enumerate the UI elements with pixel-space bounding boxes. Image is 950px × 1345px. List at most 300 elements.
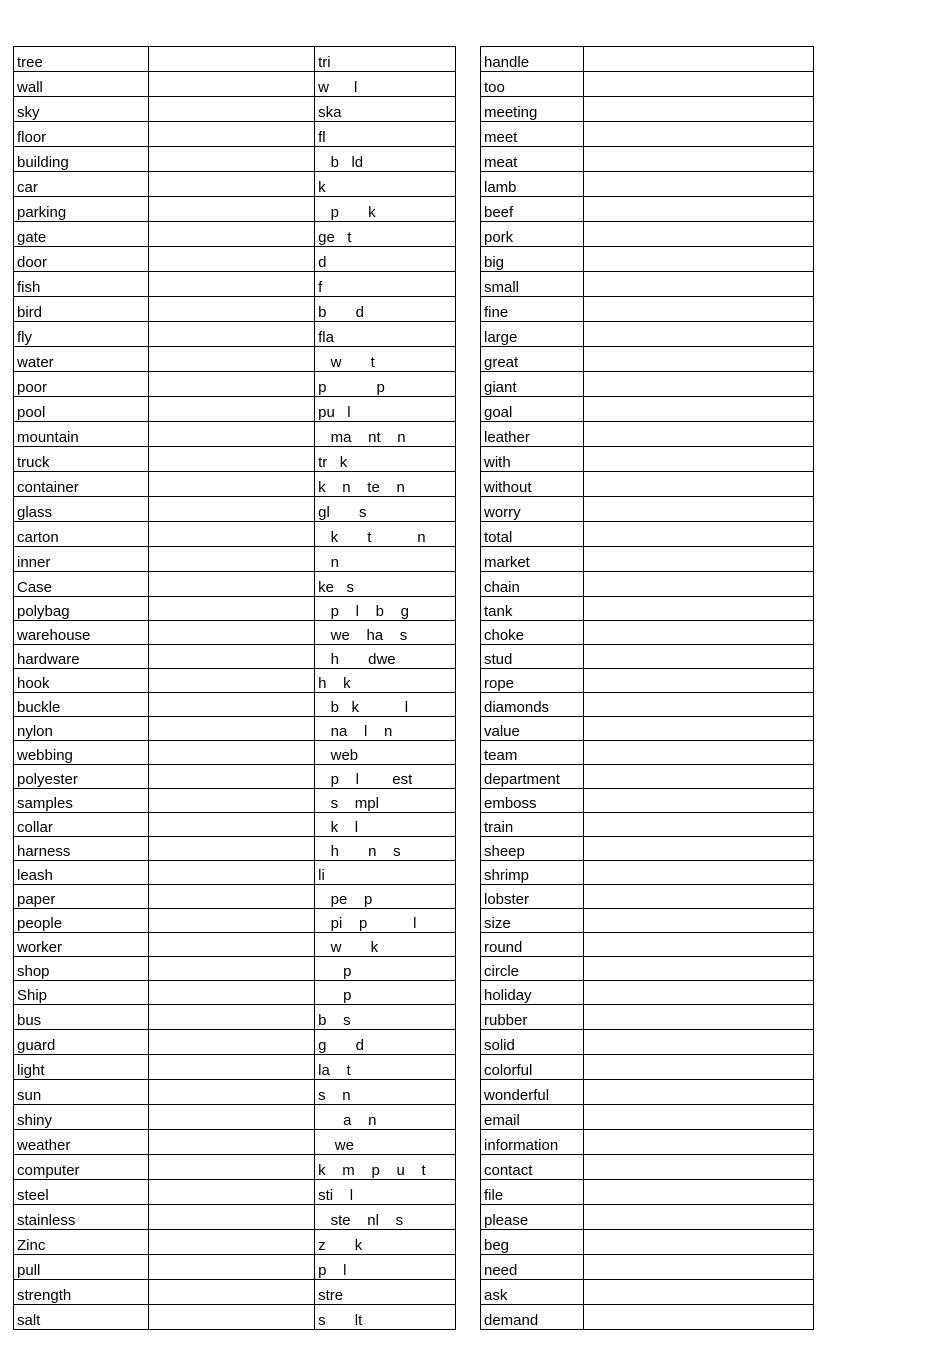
blank-cell: [584, 522, 814, 547]
blank-cell: [148, 765, 314, 789]
blank-cell: [584, 447, 814, 472]
blank-cell: [584, 247, 814, 272]
phonetic-cell: h n s: [315, 837, 456, 861]
blank-cell: [148, 522, 314, 547]
blank-cell: [584, 669, 814, 693]
table-row: [481, 1080, 814, 1105]
word-cell: gate: [14, 222, 149, 247]
word-cell: email: [481, 1105, 584, 1130]
word-cell: goal: [481, 397, 584, 422]
phonetic-cell: k n te n: [315, 472, 456, 497]
phonetic-cell: stre: [315, 1280, 456, 1305]
blank-cell: [584, 909, 814, 933]
table-row: [14, 1055, 456, 1080]
phonetic-cell: b ld: [315, 147, 456, 172]
blank-cell: [148, 147, 314, 172]
table-row: [481, 47, 814, 72]
phonetic-cell: ge t: [315, 222, 456, 247]
blank-cell: [584, 1080, 814, 1105]
table-row: [481, 1280, 814, 1305]
blank-cell: [584, 693, 814, 717]
word-cell: meet: [481, 122, 584, 147]
blank-cell: [584, 765, 814, 789]
blank-cell: [584, 1055, 814, 1080]
blank-cell: [584, 1180, 814, 1205]
word-cell: need: [481, 1255, 584, 1280]
table-row: [14, 1255, 456, 1280]
table-row: [14, 1030, 456, 1055]
blank-cell: [584, 347, 814, 372]
table-row: [481, 547, 814, 572]
blank-cell: [148, 447, 314, 472]
word-cell: fly: [14, 322, 149, 347]
table-row: [14, 447, 456, 472]
word-cell: bus: [14, 1005, 149, 1030]
table-row: [481, 1230, 814, 1255]
word-cell: round: [481, 933, 584, 957]
word-cell: polyester: [14, 765, 149, 789]
table-row: [14, 765, 456, 789]
phonetic-cell: pu l: [315, 397, 456, 422]
blank-cell: [148, 1255, 314, 1280]
blank-cell: [584, 645, 814, 669]
word-cell: webbing: [14, 741, 149, 765]
word-cell: pull: [14, 1255, 149, 1280]
blank-cell: [584, 1030, 814, 1055]
word-cell: worry: [481, 497, 584, 522]
word-cell: rubber: [481, 1005, 584, 1030]
table-row: [481, 122, 814, 147]
word-cell: harness: [14, 837, 149, 861]
table-row: [481, 222, 814, 247]
blank-cell: [148, 347, 314, 372]
table-row: [14, 1080, 456, 1105]
word-cell: great: [481, 347, 584, 372]
table-row: [14, 297, 456, 322]
table-row: [14, 909, 456, 933]
word-cell: fish: [14, 272, 149, 297]
blank-cell: [148, 122, 314, 147]
word-cell: hook: [14, 669, 149, 693]
blank-cell: [584, 789, 814, 813]
table-row: [481, 1105, 814, 1130]
blank-cell: [148, 1305, 314, 1330]
table-row: [14, 572, 456, 597]
blank-cell: [584, 547, 814, 572]
word-cell: salt: [14, 1305, 149, 1330]
phonetic-cell: p l est: [315, 765, 456, 789]
word-cell: small: [481, 272, 584, 297]
blank-cell: [148, 297, 314, 322]
table-row: [481, 861, 814, 885]
phonetic-cell: gl s: [315, 497, 456, 522]
blank-cell: [148, 97, 314, 122]
word-cell: building: [14, 147, 149, 172]
word-cell: warehouse: [14, 621, 149, 645]
table-row: [481, 717, 814, 741]
word-cell: steel: [14, 1180, 149, 1205]
blank-cell: [148, 422, 314, 447]
table-row: [481, 322, 814, 347]
phonetic-cell: ste nl s: [315, 1205, 456, 1230]
word-cell: worker: [14, 933, 149, 957]
table-row: [481, 72, 814, 97]
table-row: [14, 1230, 456, 1255]
table-row: [14, 122, 456, 147]
table-row: [14, 397, 456, 422]
blank-cell: [584, 1005, 814, 1030]
blank-cell: [148, 1180, 314, 1205]
word-cell: carton: [14, 522, 149, 547]
blank-cell: [584, 372, 814, 397]
table-row: [481, 789, 814, 813]
phonetic-cell: web: [315, 741, 456, 765]
word-cell: meeting: [481, 97, 584, 122]
table-row: [14, 272, 456, 297]
word-cell: big: [481, 247, 584, 272]
word-cell: samples: [14, 789, 149, 813]
table-row: [14, 933, 456, 957]
blank-cell: [584, 272, 814, 297]
table-row: [481, 741, 814, 765]
blank-cell: [584, 397, 814, 422]
word-cell: size: [481, 909, 584, 933]
table-row: [481, 1005, 814, 1030]
phonetic-cell: a n: [315, 1105, 456, 1130]
word-cell: tank: [481, 597, 584, 621]
table-row: [481, 472, 814, 497]
blank-cell: [148, 172, 314, 197]
word-cell: beg: [481, 1230, 584, 1255]
table-row: [14, 1105, 456, 1130]
word-cell: holiday: [481, 981, 584, 1005]
phonetic-cell: p l b g: [315, 597, 456, 621]
blank-cell: [584, 147, 814, 172]
blank-cell: [584, 885, 814, 909]
blank-cell: [584, 72, 814, 97]
table-row: [481, 1055, 814, 1080]
phonetic-cell: we ha s: [315, 621, 456, 645]
blank-cell: [584, 497, 814, 522]
blank-cell: [148, 397, 314, 422]
table-row: [14, 813, 456, 837]
word-cell: ask: [481, 1280, 584, 1305]
table-row: [481, 885, 814, 909]
phonetic-cell: w t: [315, 347, 456, 372]
blank-cell: [584, 597, 814, 621]
blank-cell: [148, 372, 314, 397]
word-cell: door: [14, 247, 149, 272]
word-cell: guard: [14, 1030, 149, 1055]
phonetic-cell: fla: [315, 322, 456, 347]
table-row: [14, 789, 456, 813]
word-cell: hardware: [14, 645, 149, 669]
blank-cell: [148, 645, 314, 669]
phonetic-cell: h dwe: [315, 645, 456, 669]
phonetic-cell: ke s: [315, 572, 456, 597]
word-cell: total: [481, 522, 584, 547]
phonetic-cell: h k: [315, 669, 456, 693]
word-cell: bird: [14, 297, 149, 322]
phonetic-cell: la t: [315, 1055, 456, 1080]
word-cell: handle: [481, 47, 584, 72]
phonetic-cell: z k: [315, 1230, 456, 1255]
blank-cell: [148, 72, 314, 97]
word-cell: solid: [481, 1030, 584, 1055]
word-cell: tree: [14, 47, 149, 72]
word-cell: information: [481, 1130, 584, 1155]
blank-cell: [584, 1255, 814, 1280]
table-row: [481, 297, 814, 322]
word-cell: collar: [14, 813, 149, 837]
word-cell: with: [481, 447, 584, 472]
table-row: [481, 933, 814, 957]
table-row: [14, 147, 456, 172]
blank-cell: [584, 297, 814, 322]
word-cell: emboss: [481, 789, 584, 813]
word-cell: Case: [14, 572, 149, 597]
word-cell: pork: [481, 222, 584, 247]
blank-cell: [584, 122, 814, 147]
blank-cell: [148, 1030, 314, 1055]
table-row: [14, 741, 456, 765]
word-cell: people: [14, 909, 149, 933]
phonetic-cell: sti l: [315, 1180, 456, 1205]
table-row: [481, 1155, 814, 1180]
table-row: [481, 147, 814, 172]
word-cell: truck: [14, 447, 149, 472]
blank-cell: [584, 97, 814, 122]
table-row: [14, 1005, 456, 1030]
table-row: [14, 497, 456, 522]
phonetic-cell: k t n: [315, 522, 456, 547]
blank-cell: [584, 933, 814, 957]
table-row: [481, 1030, 814, 1055]
blank-cell: [148, 497, 314, 522]
blank-cell: [148, 1055, 314, 1080]
word-cell: stainless: [14, 1205, 149, 1230]
word-cell: value: [481, 717, 584, 741]
blank-cell: [148, 957, 314, 981]
phonetic-cell: g d: [315, 1030, 456, 1055]
table-row: [481, 813, 814, 837]
blank-cell: [584, 1205, 814, 1230]
word-cell: wonderful: [481, 1080, 584, 1105]
blank-cell: [148, 247, 314, 272]
blank-cell: [584, 1130, 814, 1155]
word-cell: sheep: [481, 837, 584, 861]
table-row: [14, 72, 456, 97]
phonetic-cell: we: [315, 1130, 456, 1155]
table-row: [481, 572, 814, 597]
word-cell: team: [481, 741, 584, 765]
word-cell: poor: [14, 372, 149, 397]
blank-cell: [584, 1305, 814, 1330]
table-row: [481, 272, 814, 297]
table-row: [481, 1205, 814, 1230]
phonetic-cell: w l: [315, 72, 456, 97]
word-cell: without: [481, 472, 584, 497]
blank-cell: [584, 1155, 814, 1180]
table-row: [14, 322, 456, 347]
phonetic-cell: ska: [315, 97, 456, 122]
table-row: [481, 97, 814, 122]
blank-cell: [584, 861, 814, 885]
table-row: [481, 693, 814, 717]
word-cell: diamonds: [481, 693, 584, 717]
table-row: [14, 347, 456, 372]
blank-cell: [148, 1280, 314, 1305]
blank-cell: [584, 47, 814, 72]
table-row: [14, 885, 456, 909]
blank-cell: [148, 1205, 314, 1230]
blank-cell: [584, 172, 814, 197]
word-cell: light: [14, 1055, 149, 1080]
blank-cell: [148, 621, 314, 645]
vocabulary-table-left: [13, 46, 456, 1330]
table-row: [14, 597, 456, 621]
blank-cell: [584, 981, 814, 1005]
word-cell: water: [14, 347, 149, 372]
table-row: [14, 957, 456, 981]
table-row: [14, 669, 456, 693]
blank-cell: [148, 322, 314, 347]
blank-cell: [148, 1005, 314, 1030]
blank-cell: [148, 472, 314, 497]
word-cell: market: [481, 547, 584, 572]
blank-cell: [584, 572, 814, 597]
phonetic-cell: n: [315, 547, 456, 572]
table-row: [481, 197, 814, 222]
table-row: [14, 47, 456, 72]
table-row: [14, 1180, 456, 1205]
table-row: [14, 1155, 456, 1180]
table-row: [481, 1130, 814, 1155]
table-row: [481, 597, 814, 621]
table-row: [481, 837, 814, 861]
phonetic-cell: s lt: [315, 1305, 456, 1330]
phonetic-cell: pi p l: [315, 909, 456, 933]
word-cell: glass: [14, 497, 149, 522]
word-cell: nylon: [14, 717, 149, 741]
blank-cell: [584, 813, 814, 837]
table-row: [481, 397, 814, 422]
table-row: [14, 1205, 456, 1230]
phonetic-cell: fl: [315, 122, 456, 147]
table-row: [481, 1180, 814, 1205]
table-row: [14, 547, 456, 572]
phonetic-cell: tr k: [315, 447, 456, 472]
blank-cell: [148, 597, 314, 621]
word-cell: train: [481, 813, 584, 837]
word-cell: polybag: [14, 597, 149, 621]
table-row: [14, 693, 456, 717]
phonetic-cell: w k: [315, 933, 456, 957]
word-cell: giant: [481, 372, 584, 397]
word-cell: choke: [481, 621, 584, 645]
blank-cell: [148, 222, 314, 247]
blank-cell: [148, 669, 314, 693]
blank-cell: [148, 1080, 314, 1105]
word-cell: lamb: [481, 172, 584, 197]
blank-cell: [584, 222, 814, 247]
blank-cell: [584, 1105, 814, 1130]
blank-cell: [148, 547, 314, 572]
blank-cell: [584, 472, 814, 497]
blank-cell: [148, 572, 314, 597]
blank-cell: [148, 47, 314, 72]
word-cell: shrimp: [481, 861, 584, 885]
table-row: [481, 247, 814, 272]
table-row: [481, 765, 814, 789]
blank-cell: [584, 837, 814, 861]
table-row: [14, 97, 456, 122]
table-row: [14, 372, 456, 397]
table-row: [14, 1130, 456, 1155]
phonetic-cell: d: [315, 247, 456, 272]
word-cell: contact: [481, 1155, 584, 1180]
blank-cell: [148, 1130, 314, 1155]
blank-cell: [148, 693, 314, 717]
phonetic-cell: tri: [315, 47, 456, 72]
phonetic-cell: p k: [315, 197, 456, 222]
word-cell: stud: [481, 645, 584, 669]
table-row: [481, 372, 814, 397]
word-cell: fine: [481, 297, 584, 322]
phonetic-cell: s n: [315, 1080, 456, 1105]
table-row: [481, 497, 814, 522]
phonetic-cell: b d: [315, 297, 456, 322]
word-cell: mountain: [14, 422, 149, 447]
word-cell: circle: [481, 957, 584, 981]
blank-cell: [584, 621, 814, 645]
word-cell: pool: [14, 397, 149, 422]
word-cell: car: [14, 172, 149, 197]
blank-cell: [148, 813, 314, 837]
phonetic-cell: li: [315, 861, 456, 885]
table-row: [481, 669, 814, 693]
word-cell: buckle: [14, 693, 149, 717]
blank-cell: [584, 322, 814, 347]
blank-cell: [148, 197, 314, 222]
word-cell: meat: [481, 147, 584, 172]
phonetic-cell: k: [315, 172, 456, 197]
blank-cell: [148, 272, 314, 297]
blank-cell: [148, 1105, 314, 1130]
phonetic-cell: pe p: [315, 885, 456, 909]
word-cell: department: [481, 765, 584, 789]
word-cell: leather: [481, 422, 584, 447]
word-cell: shop: [14, 957, 149, 981]
table-row: [481, 172, 814, 197]
word-cell: lobster: [481, 885, 584, 909]
blank-cell: [584, 197, 814, 222]
word-cell: colorful: [481, 1055, 584, 1080]
table-row: [481, 909, 814, 933]
blank-cell: [584, 1230, 814, 1255]
word-cell: Ship: [14, 981, 149, 1005]
table-row: [14, 861, 456, 885]
word-cell: rope: [481, 669, 584, 693]
word-cell: please: [481, 1205, 584, 1230]
table-row: [14, 1305, 456, 1330]
table-row: [14, 197, 456, 222]
blank-cell: [584, 422, 814, 447]
table-row: [14, 222, 456, 247]
word-cell: large: [481, 322, 584, 347]
word-cell: paper: [14, 885, 149, 909]
blank-cell: [148, 861, 314, 885]
